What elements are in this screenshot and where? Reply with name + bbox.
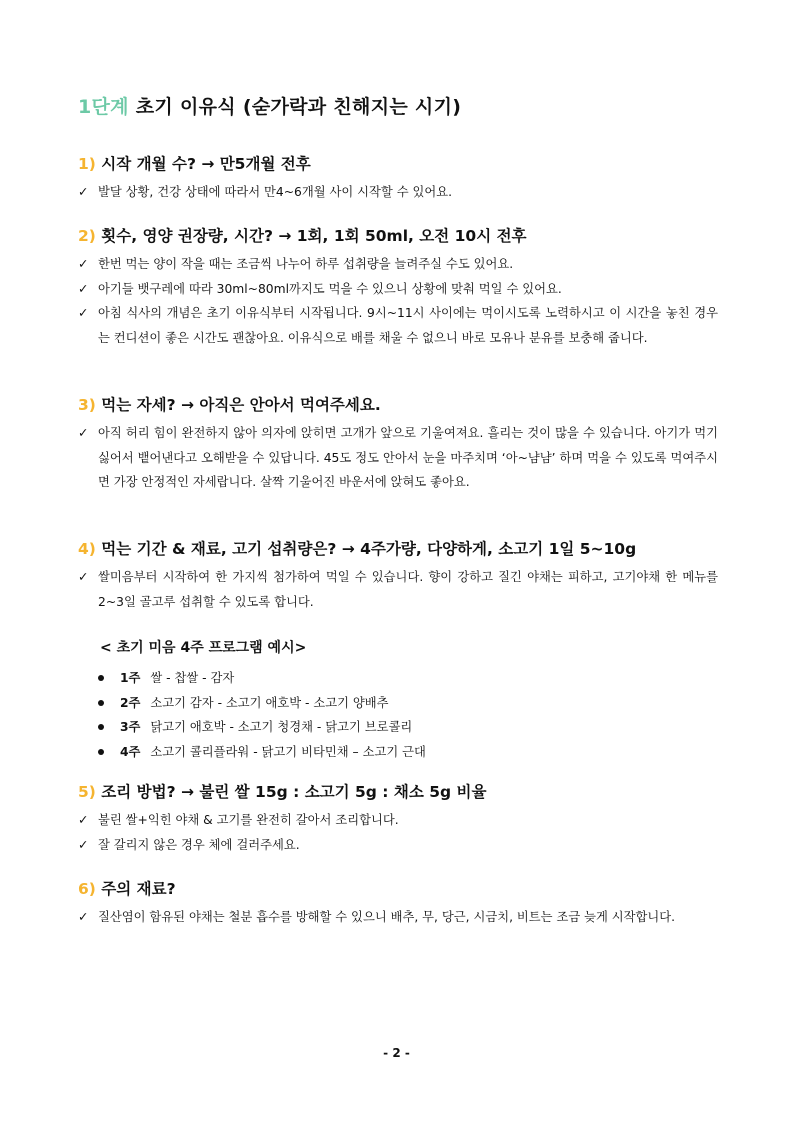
check-icon: ✓ [78, 184, 89, 199]
section-heading-text: 횟수, 영양 권장량, 시간? → 1회, 1회 50ml, 오전 10시 전후 [101, 227, 527, 245]
section-number: 2) [78, 227, 96, 245]
list-item-text: 아직 허리 힘이 완전하지 않아 의자에 앉히면 고개가 앞으로 기울여져요. 흘리는 것이 많을 수 있습니다. 아기가 먹기 싫어서 뱉어낸다고 오해받을 수 있답니다. 45도 정도 안아서 눈을 마주치며 ‘아~냠냠’ 하며 먹을 수 있도록 먹여주시면 가장 안정적인 자세랍니다. 살짝 기울어진 바운서에 앉혀도 좋아요. [98, 426, 718, 489]
section-heading [78, 537, 718, 561]
week-menu: 쌀 - 찹쌀 - 감자 [150, 671, 235, 685]
list-item [78, 421, 718, 495]
week-label: 4주 [120, 744, 141, 759]
section-heading [78, 152, 718, 176]
section-heading [78, 393, 718, 417]
list-item [78, 565, 718, 614]
list-item-text: 발달 상황, 건강 상태에 따라서 만4~6개월 사이 시작할 수 있어요. [98, 185, 453, 199]
section-number: 4) [78, 540, 96, 558]
page-title [78, 92, 461, 119]
week-menu: 소고기 감자 - 소고기 애호박 - 소고기 양배추 [150, 695, 389, 710]
check-icon: ✓ [78, 812, 89, 827]
stage-title-text: 초기 이유식 (숟가락과 친해지는 시기) [135, 96, 462, 118]
program-week-item [78, 715, 718, 740]
check-icon: ✓ [78, 256, 89, 271]
week-label: 3주 [120, 720, 141, 734]
bullet-icon [98, 749, 104, 755]
section-2 [78, 224, 718, 350]
week-menu: 소고기 콜리플라워 - 닭고기 비타민채 – 소고기 근대 [150, 744, 426, 759]
section-heading-text: 주의 재료? [101, 880, 176, 898]
section-number: 5) [78, 783, 96, 801]
program-week-item [78, 666, 718, 691]
check-icon: ✓ [78, 909, 89, 924]
list-item [78, 301, 718, 350]
section-number: 6) [78, 880, 96, 898]
list-item-text: 아침 식사의 개념은 초기 이유식부터 시작됩니다. 9시~11시 사이에는 먹이시도록 노력하시고 이 시간을 놓친 경우는 컨디션이 좋은 시간도 괜찮아요. 이유식으로 배를 채울 수 없으니 바로 모유나 분유를 보충해 줍니다. [98, 306, 718, 345]
check-icon: ✓ [78, 569, 89, 584]
check-list [78, 808, 718, 857]
list-item-text: 쌀미음부터 시작하여 한 가지씩 첨가하여 먹일 수 있습니다. 향이 강하고 질긴 야채는 피하고, 고기야채 한 메뉴를 2~3일 골고루 섭취할 수 있도록 합니다. [98, 570, 718, 609]
program-week-list [78, 666, 718, 764]
check-icon: ✓ [78, 305, 89, 320]
check-list [78, 421, 718, 495]
check-icon: ✓ [78, 836, 89, 852]
program-title: < 초기 미음 4주 프로그램 예시> [100, 640, 307, 656]
section-1 [78, 152, 718, 205]
list-item [78, 905, 718, 930]
bullet-icon [98, 724, 104, 730]
bullet-icon [98, 675, 104, 681]
list-item-text: 질산염이 함유된 야채는 철분 흡수를 방해할 수 있으니 배추, 무, 당근, 시금치, 비트는 조금 늦게 시작합니다. [98, 910, 676, 924]
section-5 [78, 780, 718, 857]
section-heading-text: 시작 개월 수? → 만5개월 전후 [101, 155, 311, 173]
section-heading [78, 780, 718, 804]
section-heading-text: 조리 방법? → 불린 쌀 15g : 소고기 5g : 채소 5g 비율 [101, 783, 487, 801]
stage-label: 1단계 [78, 96, 129, 118]
list-item-text: 한번 먹는 양이 작을 때는 조금씩 나누어 하루 섭취량을 늘려주실 수도 있어요. [98, 257, 514, 271]
check-list [78, 565, 718, 614]
list-item [78, 277, 718, 302]
page-number: - 2 - [383, 1046, 410, 1060]
section-heading [78, 224, 718, 248]
bullet-icon [98, 700, 104, 706]
section-number: 1) [78, 155, 96, 173]
list-item-text: 잘 갈리지 않은 경우 체에 걸러주세요. [98, 837, 300, 852]
section-6 [78, 877, 718, 930]
check-list [78, 252, 718, 350]
list-item-text: 불린 쌀+익힌 야채 & 고기를 완전히 갈아서 조리합니다. [98, 813, 399, 827]
section-4 [78, 537, 718, 764]
program-week-item [78, 740, 718, 765]
list-item-text: 아기들 뱃구레에 따라 30ml~80ml까지도 먹을 수 있으니 상황에 맞춰 먹일 수 있어요. [98, 281, 562, 296]
section-number: 3) [78, 396, 96, 414]
section-3 [78, 393, 718, 495]
section-heading-text: 먹는 자세? → 아직은 안아서 먹여주세요. [101, 396, 381, 414]
check-icon: ✓ [78, 280, 89, 296]
section-heading [78, 877, 718, 901]
list-item [78, 833, 718, 858]
week-label: 2주 [120, 695, 141, 710]
list-item [78, 252, 718, 277]
check-list [78, 180, 718, 205]
list-item [78, 808, 718, 833]
check-list [78, 905, 718, 930]
week-label: 1주 [120, 671, 141, 685]
check-icon: ✓ [78, 425, 89, 440]
program-week-item [78, 691, 718, 716]
list-item [78, 180, 718, 205]
week-menu: 닭고기 애호박 - 소고기 청경채 - 닭고기 브로콜리 [150, 720, 413, 734]
section-heading-text: 먹는 기간 & 재료, 고기 섭취량은? → 4주가량, 다양하게, 소고기 1일 5~10g [101, 540, 637, 558]
